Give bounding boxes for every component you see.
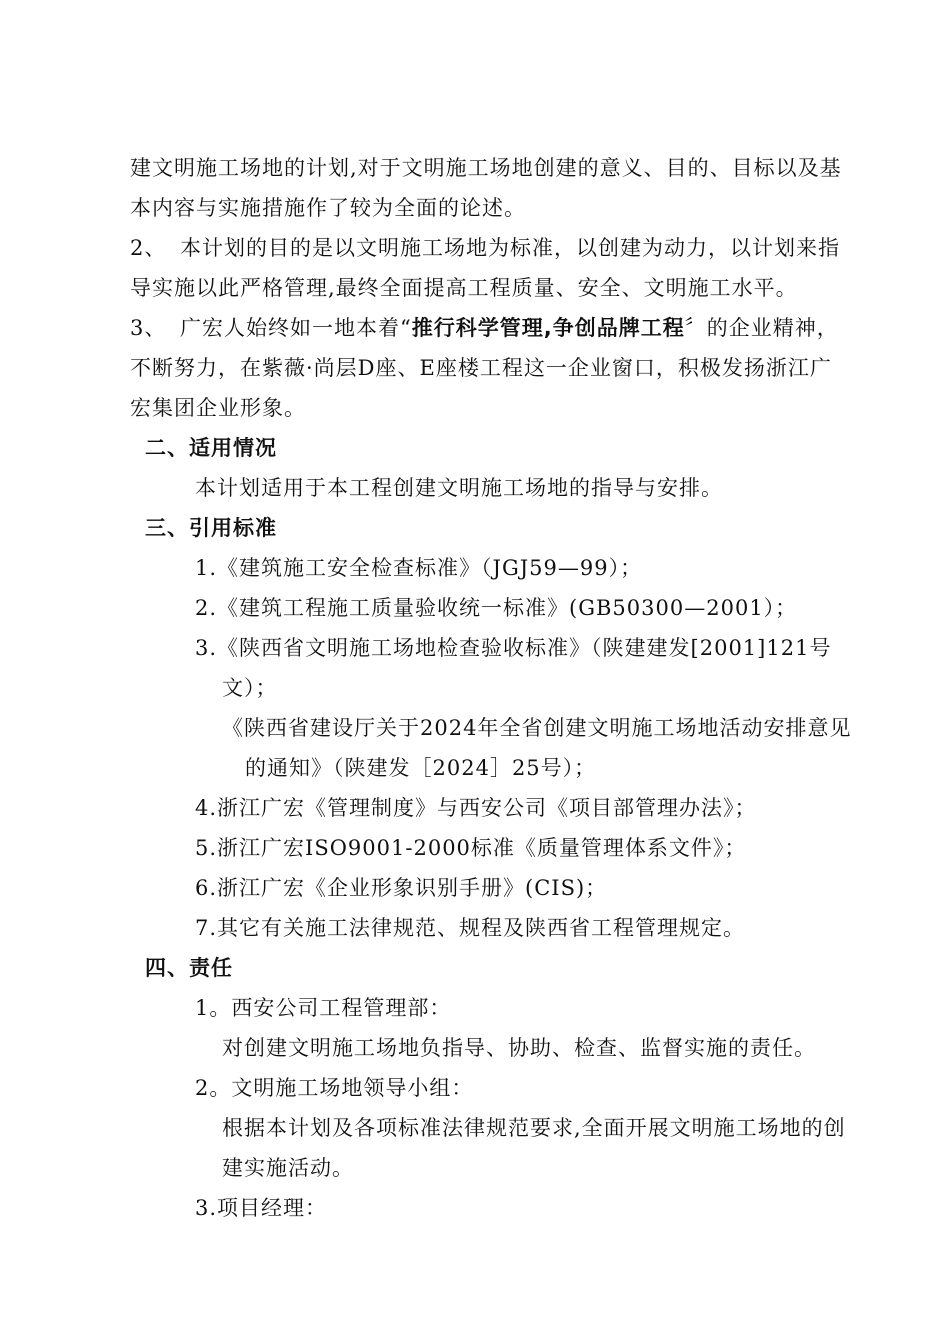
section-3-heading: 三、引用标准 [145,516,277,540]
standard-item-notice-continued: 的通知》（陕建发［2024］25号）； [245,756,597,780]
paragraph-3-line-2: 不断努力，在紫薇·尚层D座、E座楼工程这一企业窗口，积极发扬浙江广 [130,356,832,380]
section-2-body: 本计划适用于本工程创建文明施工场地的指导与安排。 [195,476,723,500]
paragraph-3-line-3: 宏集团企业形象。 [130,396,306,420]
standard-item-1: 1.《建筑施工安全检查标准》（JGJ59—99）； [195,556,643,580]
paragraph-1-line-1: 建文明施工场地的计划,对于文明施工场地创建的意义、目的、目标以及基 [130,156,842,180]
paragraph-2-line-1 [130,233,840,263]
responsibility-1-title: 1。西安公司工程管理部： [195,996,452,1020]
company-motto: 推行科学管理,争创品牌工程 [411,316,685,340]
standard-item-6: 6.浙江广宏《企业形象识别手册》(CIS)； [195,876,608,900]
standard-item-5: 5.浙江广宏ISO9001-2000标准《质量管理体系文件》； [195,836,747,860]
standard-item-notice: 《陕西省建设厅关于2024年全省创建文明施工场地活动安排意见 [222,716,852,740]
responsibility-2-title: 2。文明施工场地领导小组： [195,1076,474,1100]
responsibility-2-body-line-2: 建实施活动。 [222,1156,354,1180]
standard-item-3: 3.《陕西省文明施工场地检查验收标准》（陕建建发[2001]121号 [195,636,832,660]
paragraph-2-line-2: 导实施以此严格管理,最终全面提高工程质量、安全、文明施工水平。 [130,276,798,300]
standard-item-4: 4.浙江广宏《管理制度》与西安公司《项目部管理办法》； [195,796,757,820]
responsibility-1-body: 对创建文明施工场地负指导、协助、检查、监督实施的责任。 [222,1036,816,1060]
responsibility-3-title: 3.项目经理： [195,1196,328,1220]
paragraph-3-number: 3、 [130,316,167,340]
standard-item-2: 2.《建筑工程施工质量验收统一标准》(GB50300—2001）； [195,596,798,620]
paragraph-3-text-pre: 广宏人始终如一地本着“ [180,316,412,340]
standard-item-7: 7.其它有关施工法律规范、规程及陕西省工程管理规定。 [195,916,746,940]
section-4-heading: 四、责任 [145,956,233,980]
paragraph-3-text-post: 〞的企业精神， [684,316,839,340]
paragraph-2-number: 2、 [130,236,167,260]
paragraph-1-line-2: 本内容与实施措施作了较为全面的论述。 [130,196,526,220]
paragraph-3-line-1 [130,313,839,343]
responsibility-2-body-line-1: 根据本计划及各项标准法律规范要求,全面开展文明施工场地的创 [222,1116,846,1140]
standard-item-3-continued: 文）； [222,676,278,700]
section-2-heading: 二、适用情况 [145,436,277,460]
paragraph-2-text: 本计划的目的是以文明施工场地为标准，以创建为动力，以计划来指 [180,236,840,260]
